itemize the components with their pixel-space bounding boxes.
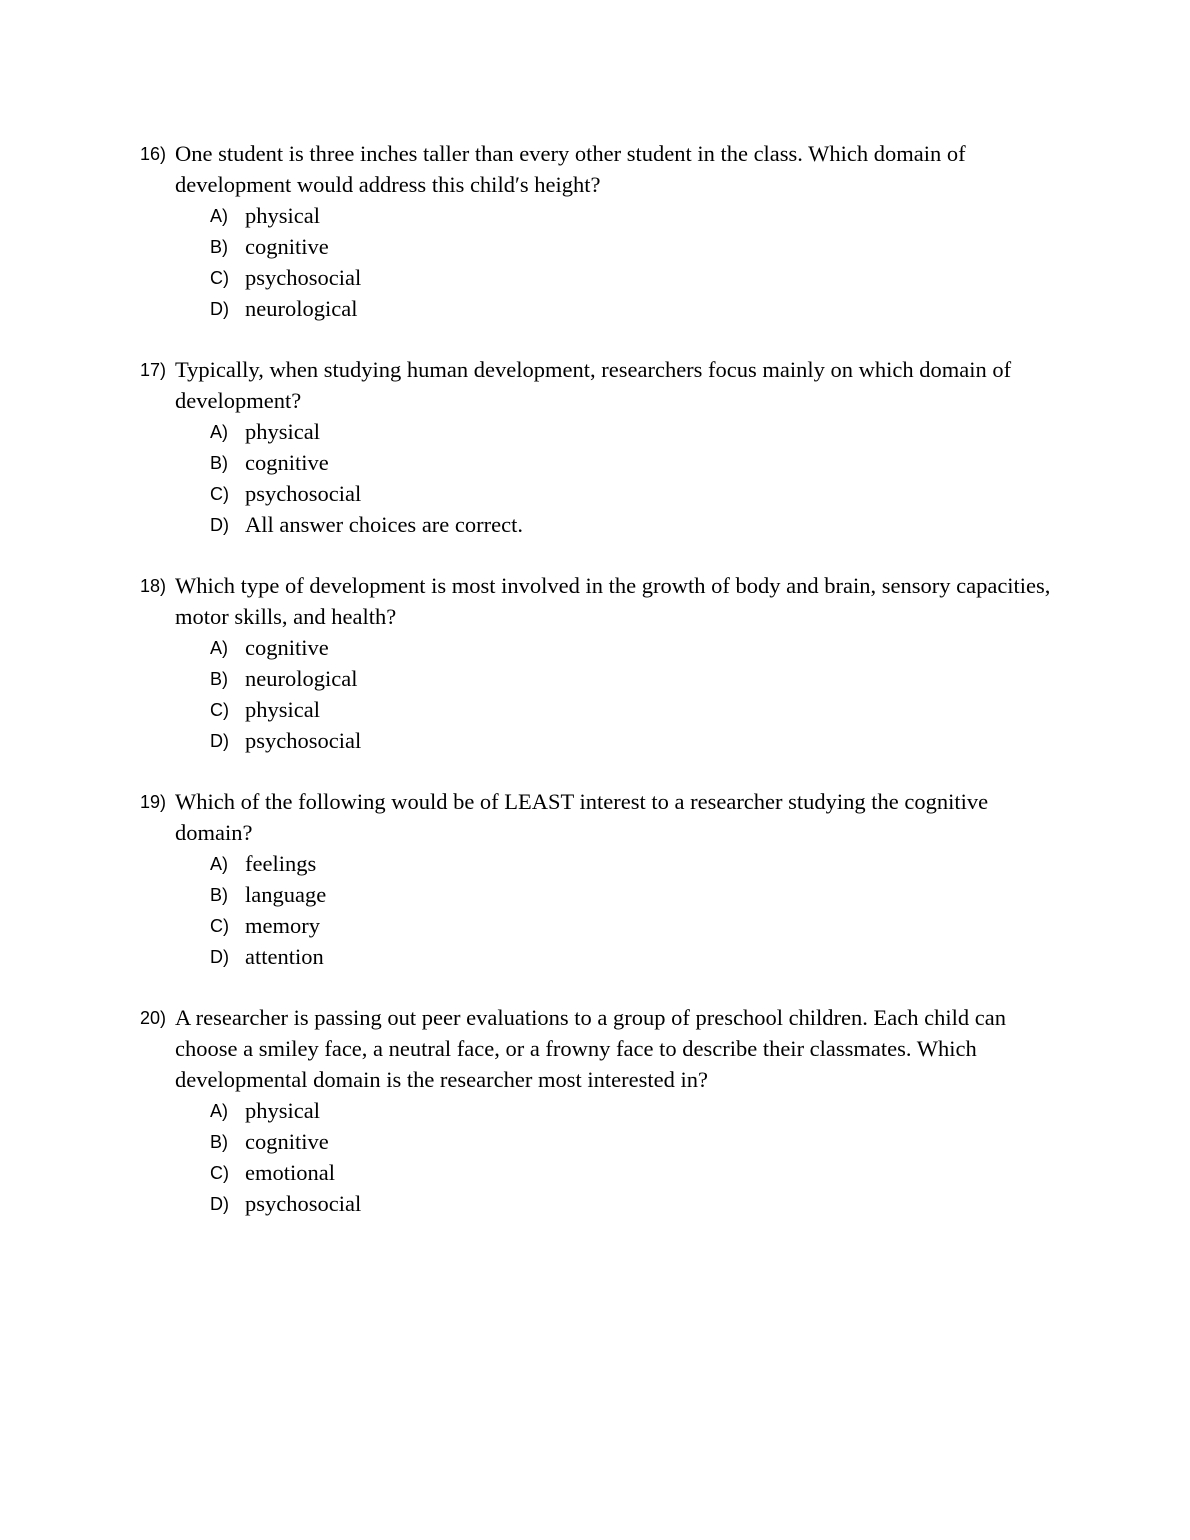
answer-choice [210,910,1060,941]
answer-choices [140,416,1060,540]
choice-text: physical [245,697,320,722]
answer-choice [210,1095,1060,1126]
answer-choice [210,941,1060,972]
question-number: 19) [140,792,167,812]
question-number: 16) [140,144,167,164]
choice-text: emotional [245,1160,335,1185]
question-number: 17) [140,360,167,380]
question-text: A researcher is passing out peer evaluations to a group of preschool children. Each child can choose a smiley face, a neutral face, or a frowny face to describe their classmates. Which developmental domain is the researcher most interested in? [175,1005,1006,1092]
question-text: Typically, when studying human development, researchers focus mainly on which domain of development? [175,357,1012,413]
choice-text: feelings [245,851,317,876]
choice-label: D) [210,299,229,319]
choice-text: cognitive [245,234,329,259]
choice-text: cognitive [245,1129,329,1154]
answer-choice [210,293,1060,324]
answer-choice [210,663,1060,694]
choice-label: A) [210,206,228,226]
choice-text: cognitive [245,635,329,660]
answer-choice [210,879,1060,910]
choice-text: psychosocial [245,1191,362,1216]
question-18 [140,570,1060,756]
question-list [140,138,1060,1249]
answer-choice [210,1126,1060,1157]
answer-choice [210,725,1060,756]
choice-label: D) [210,515,229,535]
choice-label: A) [210,422,228,442]
answer-choice [210,416,1060,447]
answer-choice [210,200,1060,231]
choice-label: A) [210,854,228,874]
choice-text: language [245,882,327,907]
answer-choice [210,478,1060,509]
answer-choice [210,694,1060,725]
question-16 [140,138,1060,324]
question-text: Which of the following would be of LEAST interest to a researcher studying the cognitive domain? [175,789,989,845]
question-stem [140,1002,1060,1095]
choice-label: A) [210,638,228,658]
choice-label: B) [210,237,228,257]
choice-label: A) [210,1101,228,1121]
answer-choices [140,632,1060,756]
choice-label: C) [210,268,229,288]
choice-label: D) [210,1194,229,1214]
choice-text: All answer choices are correct. [245,512,523,537]
question-stem [140,138,1060,200]
question-stem [140,786,1060,848]
choice-text: neurological [245,296,358,321]
answer-choice [210,447,1060,478]
question-number: 18) [140,576,167,596]
answer-choices [140,848,1060,972]
choice-label: B) [210,1132,228,1152]
choice-label: C) [210,1163,229,1183]
choice-text: physical [245,1098,320,1123]
choice-text: psychosocial [245,728,362,753]
choice-label: C) [210,484,229,504]
choice-text: memory [245,913,320,938]
answer-choice [210,1188,1060,1219]
choice-label: C) [210,700,229,720]
answer-choice [210,262,1060,293]
question-number: 20) [140,1008,167,1028]
choice-text: psychosocial [245,265,362,290]
choice-label: D) [210,731,229,751]
choice-text: attention [245,944,324,969]
question-17 [140,354,1060,540]
question-text: Which type of development is most involved in the growth of body and brain, sensory capacities, motor skills, and health? [175,573,1051,629]
choice-label: B) [210,669,228,689]
answer-choice [210,848,1060,879]
choice-text: cognitive [245,450,329,475]
choice-label: B) [210,885,228,905]
choice-text: psychosocial [245,481,362,506]
question-stem [140,570,1060,632]
question-stem [140,354,1060,416]
answer-choices [140,200,1060,324]
choice-text: neurological [245,666,358,691]
question-text: One student is three inches taller than every other student in the class. Which domain of development would address this child′s height? [175,141,966,197]
answer-choice [210,231,1060,262]
choice-label: C) [210,916,229,936]
choice-text: physical [245,419,320,444]
question-19 [140,786,1060,972]
choice-text: physical [245,203,320,228]
choice-label: D) [210,947,229,967]
answer-choice [210,1157,1060,1188]
question-20 [140,1002,1060,1219]
answer-choice [210,632,1060,663]
answer-choice [210,509,1060,540]
choice-label: B) [210,453,228,473]
answer-choices [140,1095,1060,1219]
